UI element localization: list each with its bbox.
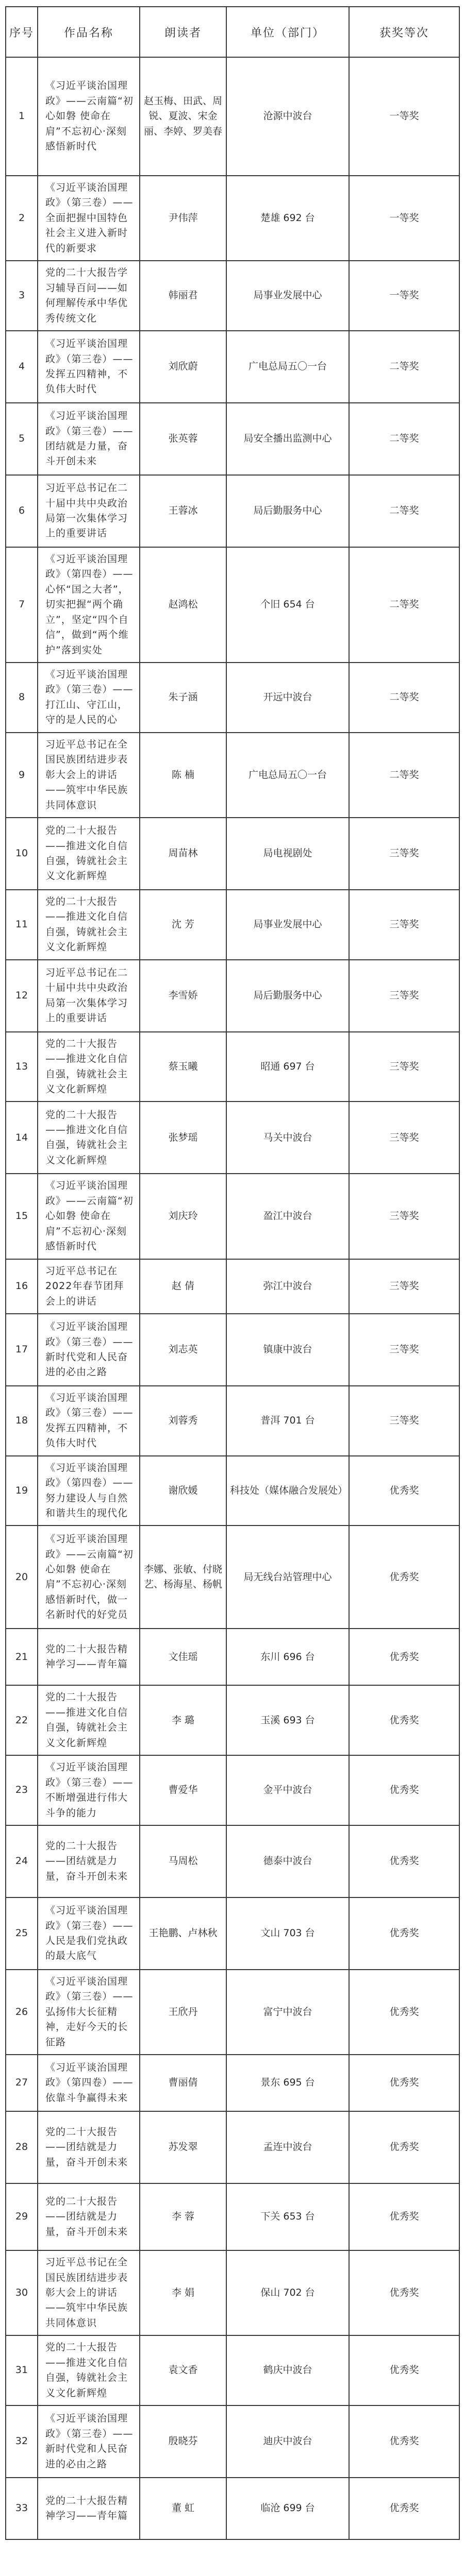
row-seq: 33 bbox=[6, 2478, 38, 2539]
row-award: 三等奖 bbox=[349, 1101, 459, 1174]
header-seq: 序号 bbox=[6, 7, 38, 57]
table-row bbox=[6, 2250, 459, 2335]
row-unit: 弥江中波台 bbox=[226, 1259, 349, 1314]
row-work-title: 《习近平谈治国理政》（第三卷）——发挥五四精神，不负伟大时代 bbox=[38, 1386, 140, 1456]
row-work-title: 《习近平谈治国理政》——云南篇“初心如磐 使命在肩”不忘初心·深刻感悟新时代 bbox=[38, 1174, 140, 1259]
row-award: 优秀奖 bbox=[349, 2335, 459, 2405]
row-seq: 6 bbox=[6, 475, 38, 547]
table-row bbox=[6, 890, 459, 960]
row-unit: 昭通 697 台 bbox=[226, 1032, 349, 1102]
row-award: 一等奖 bbox=[349, 261, 459, 331]
table-row bbox=[6, 1755, 459, 1825]
row-award: 优秀奖 bbox=[349, 1825, 459, 1897]
row-award: 二等奖 bbox=[349, 331, 459, 403]
row-work-title: 《习近平谈治国理政》——云南篇“初心如磐 使命在肩”不忘初心·深刻感悟新时代 bbox=[38, 57, 140, 176]
row-work-title: 《习近平谈治国理政》（第三卷）——人民是我们党执政的最大底气 bbox=[38, 1897, 140, 1970]
row-unit: 楚雄 692 台 bbox=[226, 176, 349, 261]
row-reader: 刘欣蔚 bbox=[140, 331, 226, 403]
row-unit: 盈江中波台 bbox=[226, 1174, 349, 1259]
table-row bbox=[6, 2055, 459, 2111]
header-reader: 朗读者 bbox=[140, 7, 226, 57]
row-seq: 9 bbox=[6, 733, 38, 818]
table-row bbox=[6, 331, 459, 403]
row-unit: 个旧 654 台 bbox=[226, 547, 349, 663]
row-reader: 陈 楠 bbox=[140, 733, 226, 818]
row-unit: 临沧 699 台 bbox=[226, 2478, 349, 2539]
table-row bbox=[6, 960, 459, 1032]
table-row bbox=[6, 176, 459, 261]
row-work-title: 《习近平谈治国理政》——云南篇“初心如磐 使命在肩”不忘初心·深刻感悟新时代，做一名新时代的好党员 bbox=[38, 1526, 140, 1629]
row-reader: 谢欣媛 bbox=[140, 1456, 226, 1526]
row-unit: 镇康中波台 bbox=[226, 1314, 349, 1386]
row-work-title: 《习近平谈治国理政》（第三卷）——发挥五四精神，不负伟大时代 bbox=[38, 331, 140, 403]
table-row bbox=[6, 1526, 459, 1629]
row-work-title: 习近平总书记在2022年春节团拜会上的讲话 bbox=[38, 1259, 140, 1314]
table-row bbox=[6, 1685, 459, 1755]
row-work-title: 习近平总书记在二十届中共中央政治局第一次集体学习上的重要讲话 bbox=[38, 960, 140, 1032]
row-reader: 王艳鹏、卢林秋 bbox=[140, 1897, 226, 1970]
table-row bbox=[6, 1259, 459, 1314]
row-work-title: 《习近平谈治国理政》（第三卷）——弘扬伟大长征精神，走好今天的长征路 bbox=[38, 1970, 140, 2055]
row-reader: 曹爱华 bbox=[140, 1755, 226, 1825]
row-seq: 26 bbox=[6, 1970, 38, 2055]
table-row bbox=[6, 475, 459, 547]
row-reader: 王欣丹 bbox=[140, 1970, 226, 2055]
award-table bbox=[5, 6, 460, 2540]
row-unit: 局安全播出监测中心 bbox=[226, 403, 349, 475]
table-row bbox=[6, 1032, 459, 1102]
row-unit: 景东 695 台 bbox=[226, 2055, 349, 2111]
row-unit: 德泰中波台 bbox=[226, 1825, 349, 1897]
row-work-title: 《习近平谈治国理政》（第四卷）——依靠斗争赢得未来 bbox=[38, 2055, 140, 2111]
row-reader: 李娜、张敏、付晓艺、杨海星、杨帆 bbox=[140, 1526, 226, 1629]
row-seq: 29 bbox=[6, 2183, 38, 2250]
row-work-title: 《习近平谈治国理政》（第三卷）——新时代党和人民奋进的必由之路 bbox=[38, 2405, 140, 2478]
row-award: 二等奖 bbox=[349, 403, 459, 475]
row-reader: 张英蓉 bbox=[140, 403, 226, 475]
row-seq: 1 bbox=[6, 57, 38, 176]
table-row bbox=[6, 1101, 459, 1174]
row-seq: 27 bbox=[6, 2055, 38, 2111]
row-unit: 局后勤服务中心 bbox=[226, 960, 349, 1032]
row-reader: 赵玉梅、田武、周锐、夏波、宋金丽、李婷、罗美春 bbox=[140, 57, 226, 176]
table-row bbox=[6, 663, 459, 733]
row-unit: 局电视剧处 bbox=[226, 818, 349, 890]
row-award: 优秀奖 bbox=[349, 2183, 459, 2250]
row-award: 二等奖 bbox=[349, 663, 459, 733]
table-row bbox=[6, 1456, 459, 1526]
row-award: 优秀奖 bbox=[349, 1970, 459, 2055]
row-work-title: 习近平总书记在二十届中共中央政治局第一次集体学习上的重要讲话 bbox=[38, 475, 140, 547]
row-reader: 袁文香 bbox=[140, 2335, 226, 2405]
row-seq: 16 bbox=[6, 1259, 38, 1314]
row-reader: 李雪娇 bbox=[140, 960, 226, 1032]
row-reader: 苏发翠 bbox=[140, 2111, 226, 2183]
row-unit: 东川 696 台 bbox=[226, 1629, 349, 1685]
row-award: 优秀奖 bbox=[349, 2405, 459, 2478]
table-row bbox=[6, 547, 459, 663]
table-row bbox=[6, 1825, 459, 1897]
row-seq: 12 bbox=[6, 960, 38, 1032]
row-award: 二等奖 bbox=[349, 547, 459, 663]
table-row bbox=[6, 2478, 459, 2539]
row-seq: 7 bbox=[6, 547, 38, 663]
row-reader: 韩丽君 bbox=[140, 261, 226, 331]
row-unit: 鹤庆中波台 bbox=[226, 2335, 349, 2405]
row-award: 三等奖 bbox=[349, 1386, 459, 1456]
table-row bbox=[6, 1386, 459, 1456]
table-row bbox=[6, 1970, 459, 2055]
row-award: 三等奖 bbox=[349, 818, 459, 890]
row-seq: 31 bbox=[6, 2335, 38, 2405]
row-unit: 局无线台站管理中心 bbox=[226, 1526, 349, 1629]
row-unit: 科技处（媒体融合发展处） bbox=[226, 1456, 349, 1526]
row-seq: 4 bbox=[6, 331, 38, 403]
row-award: 优秀奖 bbox=[349, 1526, 459, 1629]
table-row bbox=[6, 261, 459, 331]
row-seq: 14 bbox=[6, 1101, 38, 1174]
row-seq: 21 bbox=[6, 1629, 38, 1685]
row-work-title: 党的二十大报告——推进文化自信自强，铸就社会主义文化新辉煌 bbox=[38, 890, 140, 960]
row-unit: 迪庆中波台 bbox=[226, 2405, 349, 2478]
row-work-title: 《习近平谈治国理政》（第三卷）——不断增强进行伟大斗争的能力 bbox=[38, 1755, 140, 1825]
table-row bbox=[6, 1629, 459, 1685]
row-seq: 30 bbox=[6, 2250, 38, 2335]
table-row bbox=[6, 2111, 459, 2183]
row-work-title: 党的二十大报告——团结就是力量，奋斗开创未来 bbox=[38, 2183, 140, 2250]
row-unit: 文山 703 台 bbox=[226, 1897, 349, 1970]
row-seq: 32 bbox=[6, 2405, 38, 2478]
row-work-title: 《习近平谈治国理政》（第四卷）——心怀“国之大者”，切实把握“两个确立”，坚定“四个自信”，做到“两个维护”落到实处 bbox=[38, 547, 140, 663]
row-unit: 局事业发展中心 bbox=[226, 261, 349, 331]
table-row bbox=[6, 818, 459, 890]
row-seq: 28 bbox=[6, 2111, 38, 2183]
header-work: 作品名称 bbox=[38, 7, 140, 57]
row-unit: 孟连中波台 bbox=[226, 2111, 349, 2183]
row-seq: 22 bbox=[6, 1685, 38, 1755]
row-seq: 17 bbox=[6, 1314, 38, 1386]
row-award: 三等奖 bbox=[349, 1259, 459, 1314]
row-reader: 刘蓉秀 bbox=[140, 1386, 226, 1456]
row-reader: 曹丽倩 bbox=[140, 2055, 226, 2111]
row-award: 优秀奖 bbox=[349, 2250, 459, 2335]
row-award: 优秀奖 bbox=[349, 2478, 459, 2539]
table-row bbox=[6, 57, 459, 176]
row-reader: 文佳瑶 bbox=[140, 1629, 226, 1685]
row-work-title: 《习近平谈治国理政》（第三卷）——新时代党和人民奋进的必由之路 bbox=[38, 1314, 140, 1386]
row-award: 一等奖 bbox=[349, 176, 459, 261]
row-reader: 李 蓉 bbox=[140, 2183, 226, 2250]
table-row bbox=[6, 733, 459, 818]
row-seq: 23 bbox=[6, 1755, 38, 1825]
row-seq: 2 bbox=[6, 176, 38, 261]
row-reader: 尹伟萍 bbox=[140, 176, 226, 261]
row-award: 优秀奖 bbox=[349, 1897, 459, 1970]
table-row bbox=[6, 1314, 459, 1386]
row-seq: 10 bbox=[6, 818, 38, 890]
row-seq: 3 bbox=[6, 261, 38, 331]
row-seq: 19 bbox=[6, 1456, 38, 1526]
row-seq: 25 bbox=[6, 1897, 38, 1970]
row-reader: 殷晓芬 bbox=[140, 2405, 226, 2478]
row-work-title: 党的二十大报告——团结就是力量，奋斗开创未来 bbox=[38, 2111, 140, 2183]
row-reader: 王蓉冰 bbox=[140, 475, 226, 547]
table-row bbox=[6, 2405, 459, 2478]
row-seq: 11 bbox=[6, 890, 38, 960]
row-award: 一等奖 bbox=[349, 57, 459, 176]
row-reader: 李 娟 bbox=[140, 2250, 226, 2335]
row-award: 三等奖 bbox=[349, 1032, 459, 1102]
row-work-title: 党的二十大报告精神学习——青年篇 bbox=[38, 1629, 140, 1685]
row-reader: 赵 倩 bbox=[140, 1259, 226, 1314]
row-award: 优秀奖 bbox=[349, 1456, 459, 1526]
row-reader: 李 璐 bbox=[140, 1685, 226, 1755]
row-unit: 玉溪 693 台 bbox=[226, 1685, 349, 1755]
row-reader: 朱子涵 bbox=[140, 663, 226, 733]
row-work-title: 习近平总书记在全国民族团结进步表彰大会上的讲话——筑牢中华民族共同体意识 bbox=[38, 733, 140, 818]
row-work-title: 《习近平谈治国理政》（第三卷）——打江山、守江山，守的是人民的心 bbox=[38, 663, 140, 733]
row-award: 优秀奖 bbox=[349, 2055, 459, 2111]
row-award: 二等奖 bbox=[349, 733, 459, 818]
row-award: 三等奖 bbox=[349, 1314, 459, 1386]
row-seq: 5 bbox=[6, 403, 38, 475]
row-work-title: 《习近平谈治国理政》（第三卷）——全面把握中国特色社会主义进入新时代的新要求 bbox=[38, 176, 140, 261]
row-unit: 金平中波台 bbox=[226, 1755, 349, 1825]
table-row bbox=[6, 1897, 459, 1970]
award-table-wrapper bbox=[5, 6, 459, 2540]
row-unit: 普洱 701 台 bbox=[226, 1386, 349, 1456]
header-unit: 单位（部门） bbox=[226, 7, 349, 57]
row-unit: 局后勤服务中心 bbox=[226, 475, 349, 547]
row-award: 三等奖 bbox=[349, 890, 459, 960]
row-work-title: 《习近平谈治国理政》（第三卷）——团结就是力量，奋斗开创未来 bbox=[38, 403, 140, 475]
row-unit: 富宁中波台 bbox=[226, 1970, 349, 2055]
row-seq: 18 bbox=[6, 1386, 38, 1456]
row-reader: 张梦瑶 bbox=[140, 1101, 226, 1174]
row-work-title: 党的二十大报告——推进文化自信自强，铸就社会主义文化新辉煌 bbox=[38, 1101, 140, 1174]
row-award: 优秀奖 bbox=[349, 1755, 459, 1825]
row-work-title: 党的二十大报告——团结就是力量，奋斗开创未来 bbox=[38, 1825, 140, 1897]
row-award: 三等奖 bbox=[349, 1174, 459, 1259]
row-work-title: 党的二十大报告——推进文化自信自强，铸就社会主义文化新辉煌 bbox=[38, 1032, 140, 1102]
row-unit: 保山 702 台 bbox=[226, 2250, 349, 2335]
row-seq: 8 bbox=[6, 663, 38, 733]
row-unit: 开远中波台 bbox=[226, 663, 349, 733]
row-reader: 赵鸿松 bbox=[140, 547, 226, 663]
row-award: 三等奖 bbox=[349, 960, 459, 1032]
table-row bbox=[6, 1174, 459, 1259]
row-work-title: 党的二十大报告学习辅导百问——如何理解传承中华优秀传统文化 bbox=[38, 261, 140, 331]
row-work-title: 党的二十大报告精神学习——青年篇 bbox=[38, 2478, 140, 2539]
table-row bbox=[6, 2335, 459, 2405]
row-work-title: 党的二十大报告——推进文化自信自强，铸就社会主义文化新辉煌 bbox=[38, 818, 140, 890]
row-unit: 局事业发展中心 bbox=[226, 890, 349, 960]
row-work-title: 党的二十大报告——推进文化自信自强，铸就社会主义文化新辉煌 bbox=[38, 2335, 140, 2405]
row-award: 二等奖 bbox=[349, 475, 459, 547]
row-work-title: 习近平总书记在全国民族团结进步表彰大会上的讲话——筑牢中华民族共同体意识 bbox=[38, 2250, 140, 2335]
row-reader: 刘志英 bbox=[140, 1314, 226, 1386]
row-reader: 董 虹 bbox=[140, 2478, 226, 2539]
row-reader: 蔡玉曦 bbox=[140, 1032, 226, 1102]
row-unit: 广电总局五〇一台 bbox=[226, 331, 349, 403]
row-unit: 广电总局五〇一台 bbox=[226, 733, 349, 818]
row-award: 优秀奖 bbox=[349, 2111, 459, 2183]
row-reader: 沈 芳 bbox=[140, 890, 226, 960]
row-seq: 15 bbox=[6, 1174, 38, 1259]
table-header-row bbox=[6, 7, 459, 57]
row-unit: 沧源中波台 bbox=[226, 57, 349, 176]
row-reader: 马周松 bbox=[140, 1825, 226, 1897]
row-reader: 周苗林 bbox=[140, 818, 226, 890]
row-award: 优秀奖 bbox=[349, 1629, 459, 1685]
row-unit: 下关 653 台 bbox=[226, 2183, 349, 2250]
row-award: 优秀奖 bbox=[349, 1685, 459, 1755]
row-work-title: 《习近平谈治国理政》（第四卷）——努力建设人与自然和谐共生的现代化 bbox=[38, 1456, 140, 1526]
header-award: 获奖等次 bbox=[349, 7, 459, 57]
row-seq: 24 bbox=[6, 1825, 38, 1897]
row-work-title: 党的二十大报告——推进文化自信自强，铸就社会主义文化新辉煌 bbox=[38, 1685, 140, 1755]
row-seq: 13 bbox=[6, 1032, 38, 1102]
row-reader: 刘庆玲 bbox=[140, 1174, 226, 1259]
table-row bbox=[6, 403, 459, 475]
row-unit: 马关中波台 bbox=[226, 1101, 349, 1174]
table-row bbox=[6, 2183, 459, 2250]
row-seq: 20 bbox=[6, 1526, 38, 1629]
